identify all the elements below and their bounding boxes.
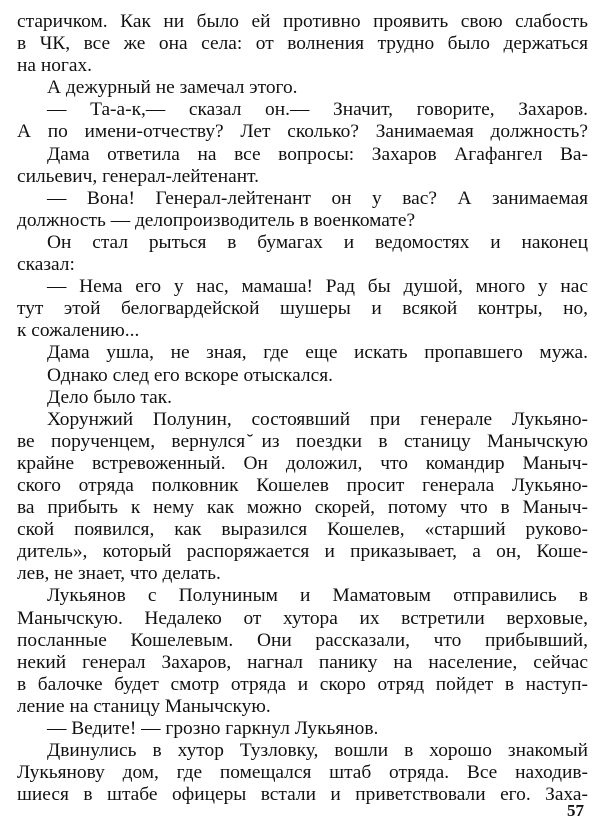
text-line: к сожалению... [17, 320, 140, 342]
text-line: ского отряда полковник Кошелев просит генерала Лукьяно- [17, 474, 588, 496]
text-line: дитель», который распоряжается и приказывает, а он, Коше- [17, 541, 588, 563]
text-line: — Та-а-к,— сказал он.— Значит, говорите, Захаров. [47, 99, 588, 121]
text-line: Манычскую. Недалеко от хутора их встретили верховые, [17, 607, 588, 629]
text-line: — Вона! Генерал-лейтенант он у вас? А занимаемая [47, 187, 588, 209]
page-number: 57 [567, 801, 584, 820]
text-line: Дама ушла, не зная, где еще искать пропавшего мужа. [47, 342, 588, 364]
text-line: тут этой белогвардейской шушеры и всякой контры, но, [17, 298, 588, 320]
text-line: шиеся в штабе офицеры встали и приветствовали его. Заха- [17, 784, 588, 806]
text-line: Хорунжий Полунин, состоявший при генерале Лукьяно- [47, 408, 588, 430]
text-line: — Ведите! — грозно гаркнул Лукьянов. [47, 718, 379, 739]
text-line: Двинулись в хутор Тузловку, вошли в хорошо знакомый [47, 740, 588, 762]
text-line: Он стал рыться в бумагах и ведомостях и наконец [47, 231, 588, 253]
text-line: сказал: [17, 254, 75, 276]
text-line: Лукьянов с Полуниным и Маматовым отправились в [47, 585, 588, 607]
text-line: ление на станицу Манычскую. [17, 695, 271, 717]
text-line: ской появился, как выразился Кошелев, «старший руково- [17, 519, 588, 541]
text-line: А по имени-отчеству? Лет сколько? Занимаемая должность? [17, 121, 588, 143]
text-line: посланные Кошелевым. Они рассказали, что прибывший, [17, 629, 588, 651]
text-line: Дама ответила на все вопросы: Захаров Агафангел Ва- [47, 143, 588, 165]
text-line: сильевич, генерал-лейтенант. [17, 165, 259, 187]
text-line: в ЧК, все же она села: от волнения трудно было держаться [17, 33, 588, 55]
text-line: Дело было так. [47, 386, 172, 408]
text-line: крайне встревоженный. Он доложил, что командир Маныч- [17, 452, 588, 474]
text-line: должность — делопроизводитель в военкомате? [17, 209, 416, 231]
text-line: Однако след его вскоре отыскался. [47, 364, 333, 386]
text-line: в балочке будет смотр отряда и скоро отряд пойдет в наступ- [17, 673, 588, 695]
text-line: старичком. Как ни было ей противно проявить свою слабость [17, 11, 588, 32]
text-line: ва прибыть к нему как можно скорей, потому что в Маныч- [17, 497, 588, 519]
text-line: ве порученцем, вернулся ̆из поездки в станицу Манычскую [17, 430, 588, 452]
text-line: — Нема его у нас, мамаша! Рад бы душой, много у нас [47, 276, 588, 298]
text-line: Лукьянову дом, где помещался штаб отряда. Все находив- [17, 762, 588, 784]
text-line: А дежурный не замечал этого. [47, 77, 298, 99]
text-line: на ногах. [17, 55, 93, 77]
text-line: лев, не знает, что делать. [17, 563, 221, 585]
text-line: некий генерал Захаров, нагнал панику на население, сейчас [17, 651, 588, 673]
